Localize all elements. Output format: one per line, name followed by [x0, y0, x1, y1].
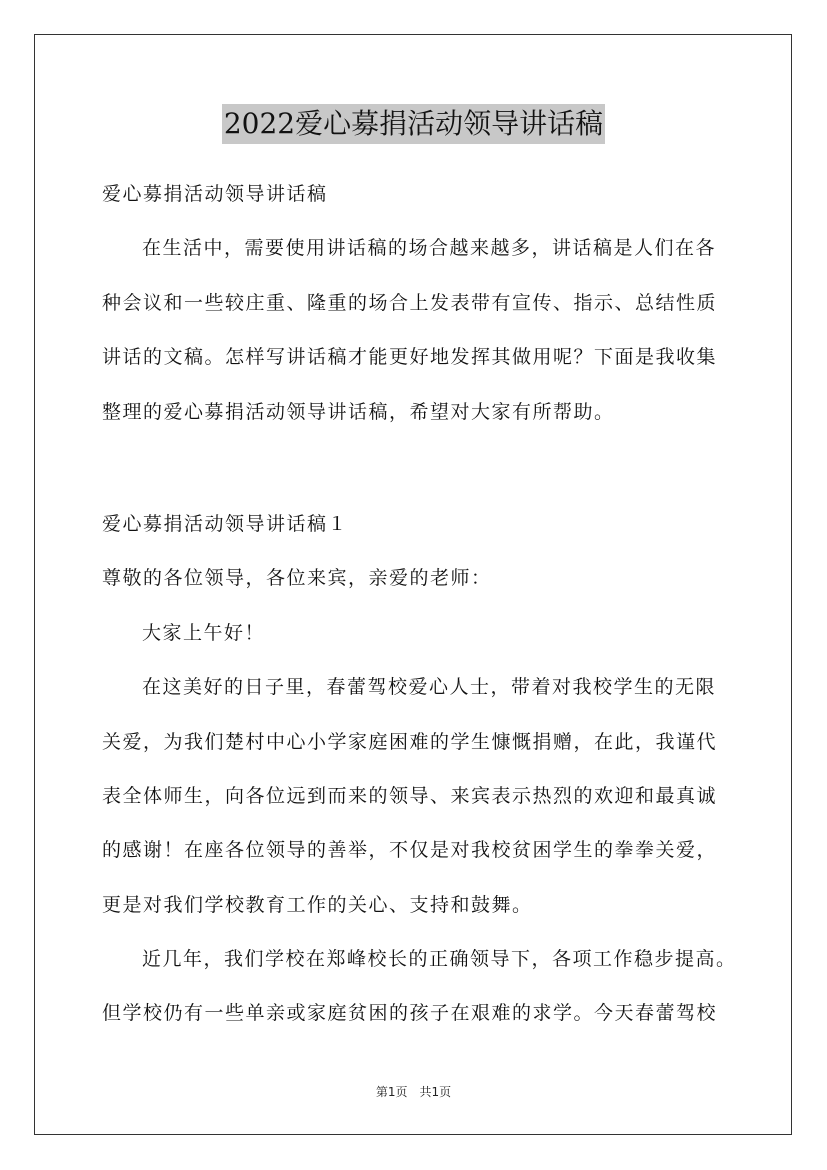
- page-footer: 第1页 共1页: [375, 1085, 452, 1099]
- intro-line: 整理的爱心募捐活动领导讲话稿，希望对大家有所帮助。: [102, 400, 615, 423]
- section-title: 爱心募捐活动领导讲话稿１: [102, 512, 349, 535]
- paragraph-line: 在这美好的日子里，春蕾驾校爱心人士，带着对我校学生的无限: [142, 676, 717, 699]
- paragraph-line: 但学校仍有一些单亲或家庭贫困的孩子在艰难的求学。今天春蕾驾校: [102, 1002, 718, 1025]
- paragraph-line: 近几年，我们学校在郑峰校长的正确领导下，各项工作稳步提高。: [142, 948, 737, 971]
- paragraph-line: 的感谢！在座各位领导的善举，不仅是对我校贫困学生的拳拳关爱，: [102, 839, 718, 862]
- intro-line: 在生活中，需要使用讲话稿的场合越来越多，讲话稿是人们在各: [142, 237, 717, 260]
- document-title-text: 2022爱心募捐活动领导讲话稿: [222, 104, 605, 144]
- section-spacer: [102, 446, 742, 504]
- paragraph-line: 表全体师生，向各位远到而来的领导、来宾表示热烈的欢迎和最真诚: [102, 784, 718, 807]
- subtitle: 爱心募捐活动领导讲话稿: [102, 183, 328, 205]
- paragraph-line: 关爱，为我们楚村中心小学家庭困难的学生慷慨捐赠，在此，我谨代: [102, 730, 718, 753]
- intro-line: 种会议和一些较庄重、隆重的场合上发表带有宣传、指示、总结性质: [102, 291, 718, 314]
- paragraph-line: 更是对我们学校教育工作的关心、支持和鼓舞。: [102, 893, 533, 916]
- intro-line: 讲话的文稿。怎样写讲话稿才能更好地发挥其做用呢？下面是我收集: [102, 346, 718, 369]
- document-title: [0, 104, 827, 144]
- document-body: [102, 174, 742, 1048]
- greeting: 大家上午好！: [142, 621, 266, 644]
- salutation: 尊敬的各位领导，各位来宾，亲爱的老师：: [102, 567, 492, 590]
